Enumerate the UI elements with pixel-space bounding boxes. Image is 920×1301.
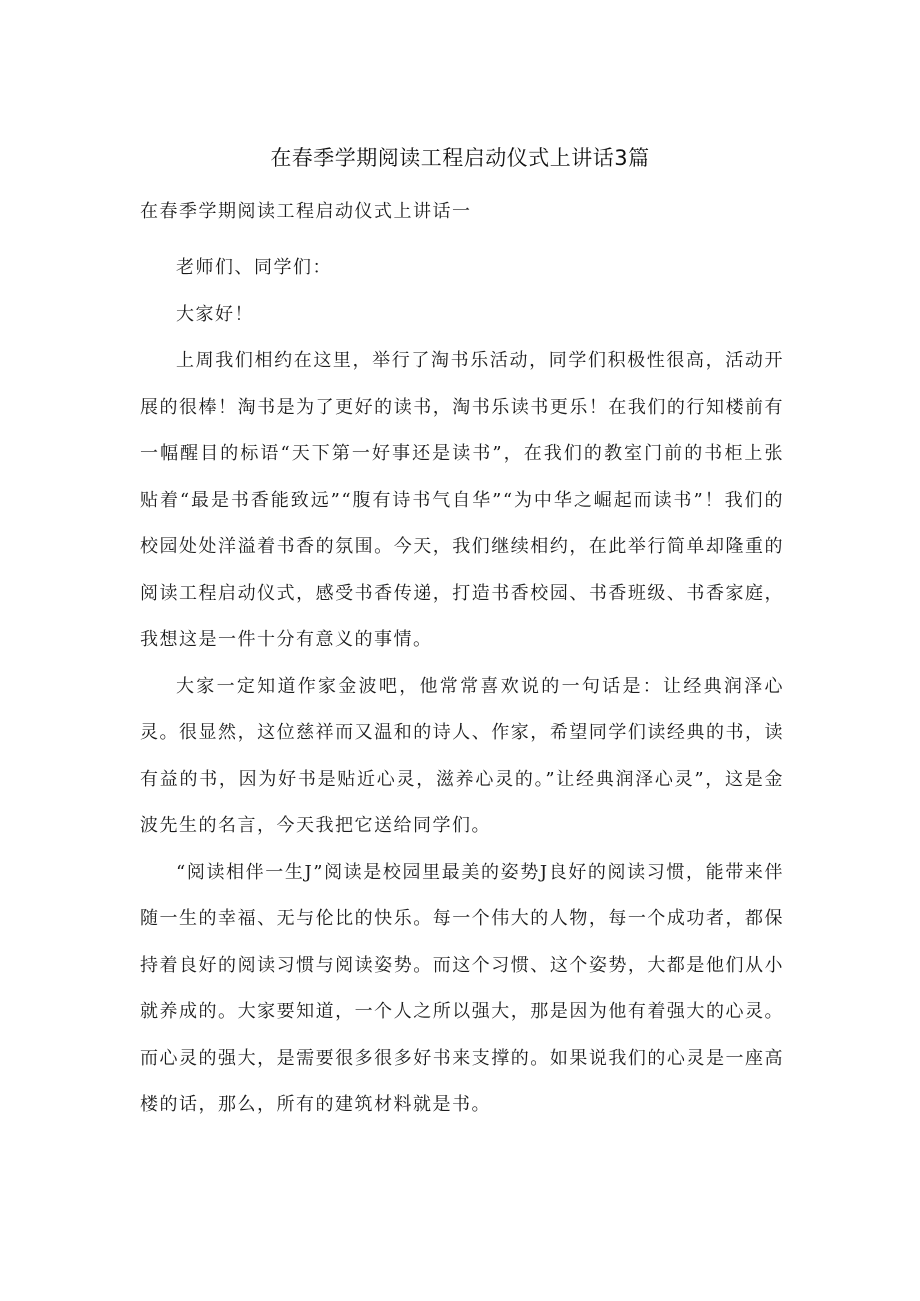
body-paragraph: “阅读相伴一生J”阅读是校园里最美的姿势J良好的阅读习惯，能带来伴随一生的幸福、无与伦比的快乐。每一个伟大的人物，每一个成功者，都保持着良好的阅读习惯与阅读姿势。而这个习惯、这个姿势，大都是他们从小就养成的。大家要知道，一个人之所以强大，那是因为他有着强大的心灵。而心灵的强大，是需要很多很多好书来支撑的。如果说我们的心灵是一座高楼的话，那么，所有的建筑材料就是书。: [140, 861, 784, 1115]
section-heading: 在春季学期阅读工程启动仪式上讲话一: [140, 201, 472, 222]
document-title: 在春季学期阅读工程启动仪式上讲话3篇: [270, 146, 650, 170]
salutation-paragraph: 老师们、同学们：: [176, 257, 332, 278]
body-paragraph: 上周我们相约在这里，举行了淘书乐活动，同学们积极性很高，活动开展的很棒！淘书是为了更好的读书，淘书乐读书更乐！在我们的行知楼前有一幅醒目的标语“天下第一好事还是读书”，在我们的教室门前的书柜上张贴着“最是书香能致远”“腹有诗书气自华”“为中华之崛起而读书”！我们的校园处处洋溢着书香的氛围。今天，我们继续相约，在此举行简单却隆重的阅读工程启动仪式，感受书香传递，打造书香校园、书香班级、书香家庭，我想这是一件十分有意义的事情。: [140, 350, 784, 650]
greeting-paragraph: 大家好！: [176, 303, 254, 325]
document-body: [140, 245, 784, 1129]
body-paragraph: 大家一定知道作家金波吧，他常常喜欢说的一句话是：让经典润泽心灵。很显然，这位慈祥而又温和的诗人、作家，希望同学们读经典的书，读有益的书，因为好书是贴近心灵，滋养心灵的。”让经典润泽心灵”，这是金波先生的名言，今天我把它送给同学们。: [140, 675, 784, 836]
